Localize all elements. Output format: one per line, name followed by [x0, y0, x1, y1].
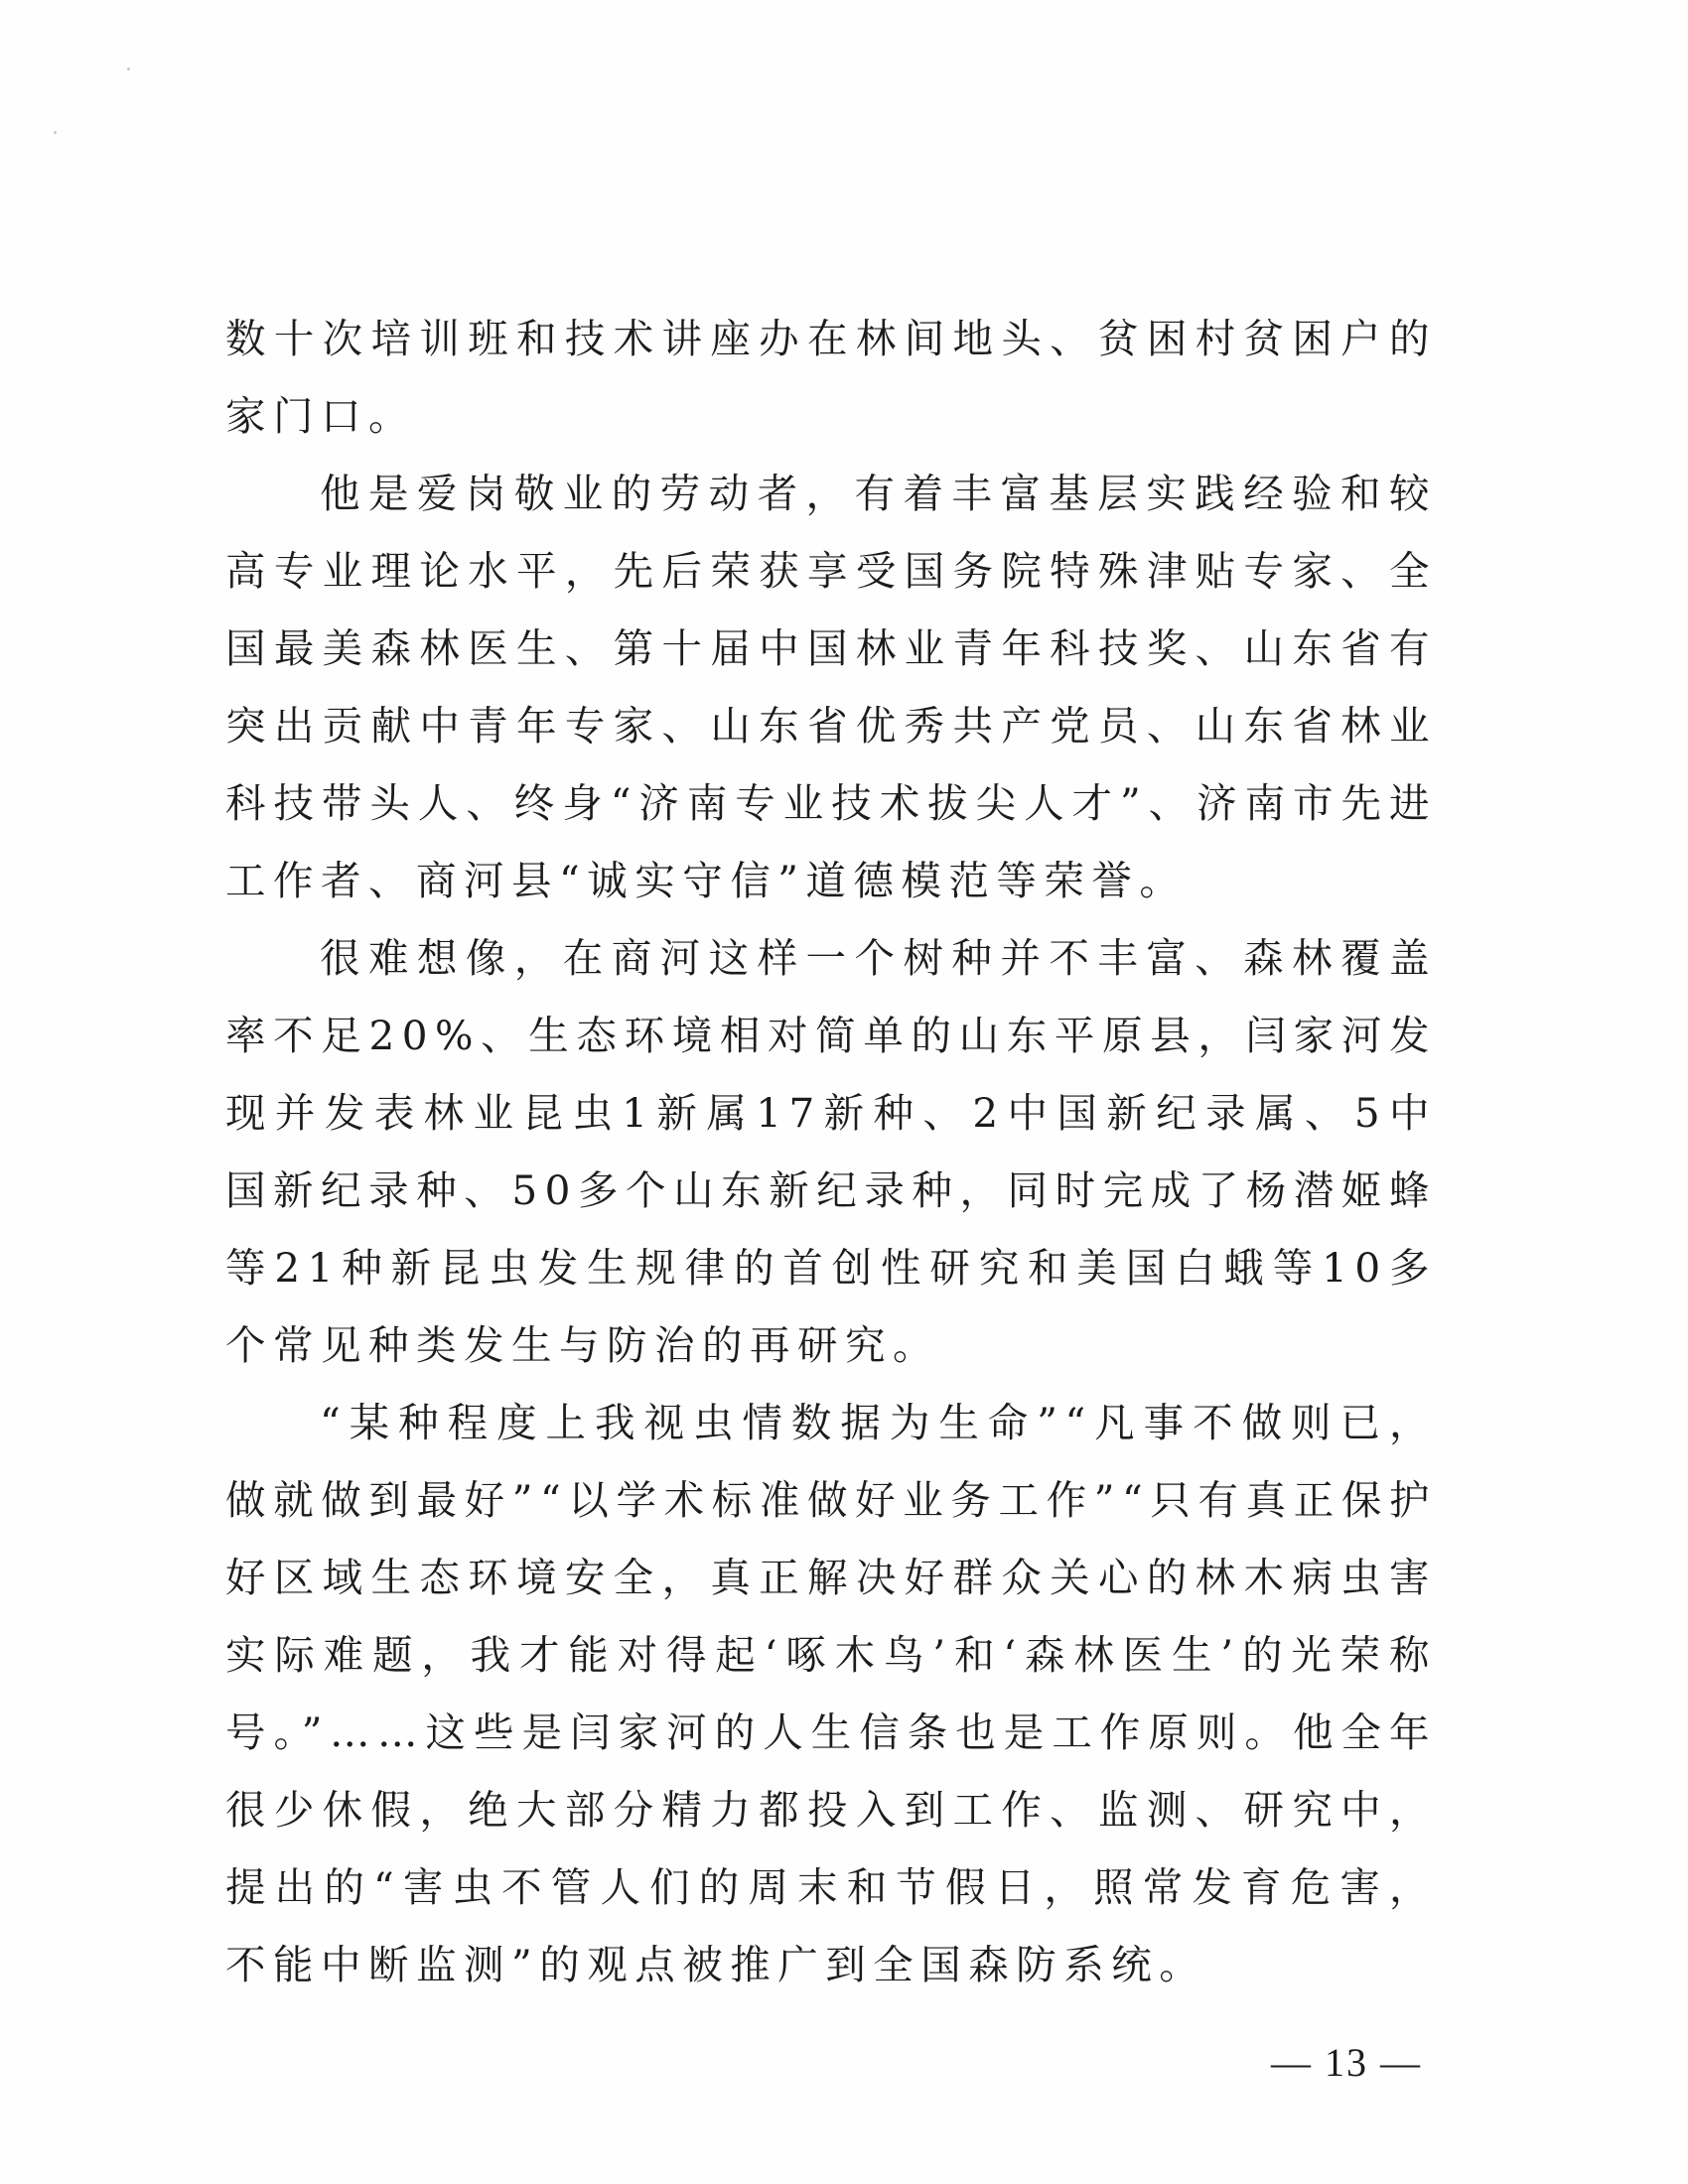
scan-speck: [127, 68, 130, 70]
paragraph-4: “某种程度上我视虫情数据为生命”“凡事不做则已，做就做到最好”“以学术标准做好业务工作”“只有真正保护好区域生态环境安全，真正解决好群众关心的林木病虫害实际难题，我才能对得起‘啄木鸟’和‘森林医生’的光荣称号。”……这些是闫家河的人生信条也是工作原则。他全年很少休假，绝大部分精力都投入到工作、监测、研究中，提出的“害虫不管人们的周末和节假日，照常发育危害，不能中断监测”的观点被推广到全国森防系统。: [225, 1399, 1437, 1988]
scan-speck: [54, 131, 57, 134]
page-number: — 13 —: [1271, 2040, 1422, 2085]
paragraph-2: 他是爱岗敬业的劳动者，有着丰富基层实践经验和较高专业理论水平，先后荣获享受国务院特殊津贴专家、全国最美森林医生、第十届中国林业青年科技奖、山东省有突出贡献中青年专家、山东省优秀共产党员、山东省林业科技带头人、终身“济南专业技术拔尖人才”、济南市先进工作者、商河县“诚实守信”道德模范等荣誉。: [225, 470, 1437, 904]
paragraph-1: 数十次培训班和技术讲座办在林间地头、贫困村贫困户的家门口。: [225, 315, 1437, 440]
paragraph-3: 很难想像，在商河这样一个树种并不丰富、森林覆盖率不足20%、生态环境相对简单的山东平原县，闫家河发现并发表林业昆虫1新属17新种、2中国新纪录属、5中国新纪录种、50多个山东新纪录种，同时完成了杨潜姬蜂等21种新昆虫发生规律的首创性研究和美国白蛾等10多个常见种类发生与防治的再研究。: [225, 934, 1437, 1369]
body-text: [225, 300, 1437, 2003]
